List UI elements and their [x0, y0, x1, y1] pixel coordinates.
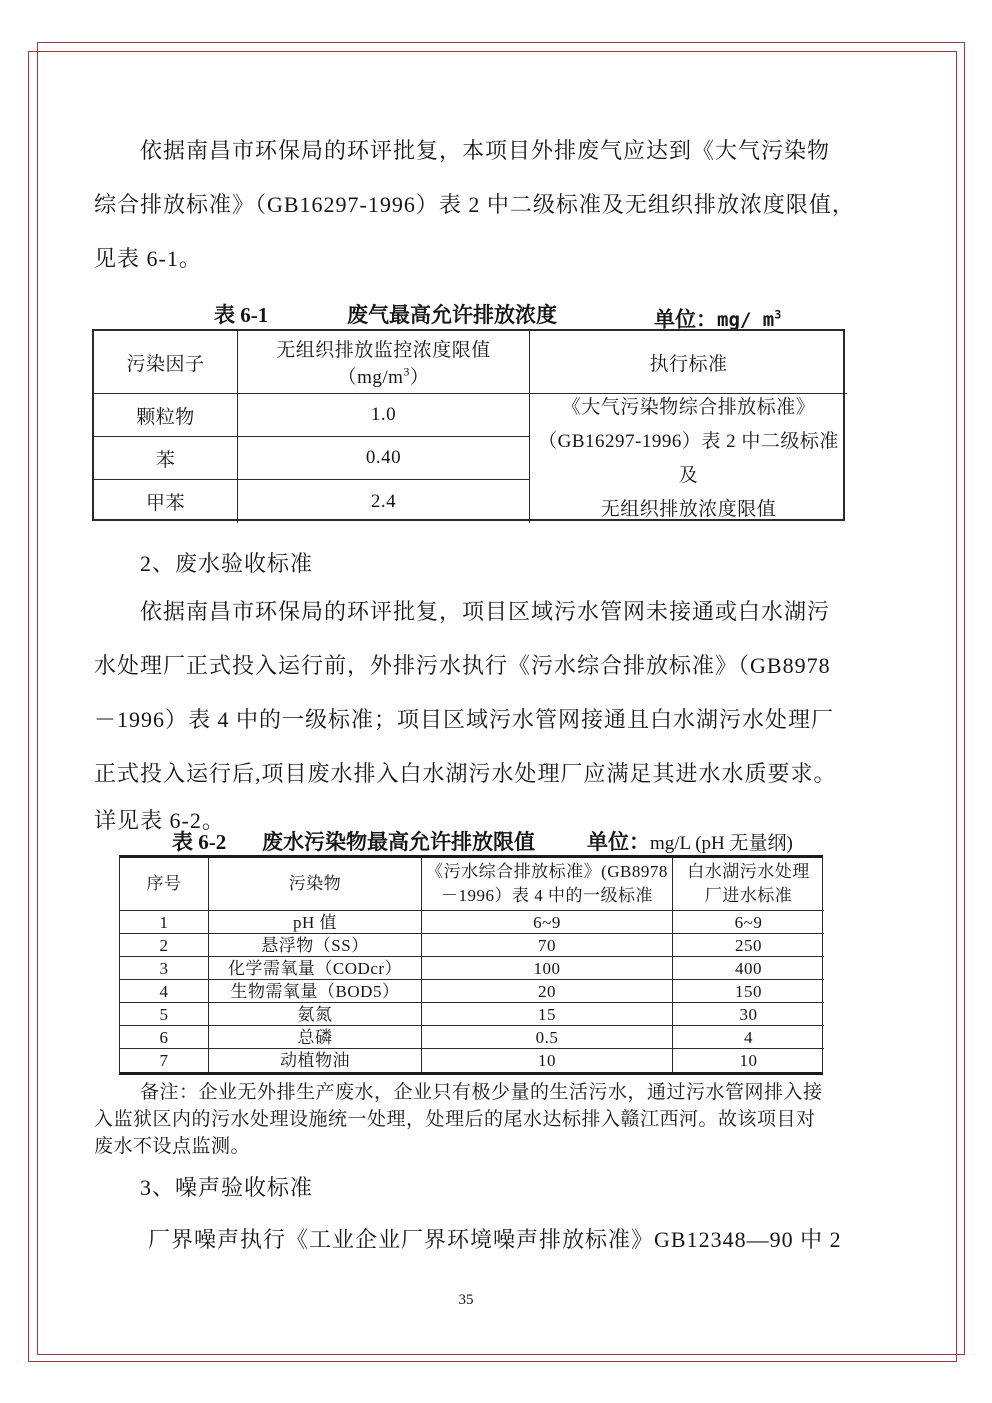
table-row: 苯 — [94, 437, 238, 480]
table-cell: 2 — [120, 934, 209, 957]
table-cell: 15 — [422, 1003, 673, 1026]
table-6-1-caption-label: 表 6-1 — [214, 303, 269, 327]
header-line: 《污水综合排放标准》(GB8978 — [426, 862, 668, 881]
table-cell: 生物需氧量（BOD5） — [209, 980, 422, 1003]
table-6-2-header-no: 序号 — [120, 858, 209, 911]
paragraph-line: 详见表 6-2。 — [94, 808, 225, 833]
paragraph-noise-standard: 厂界噪声执行《工业企业厂界环境噪声排放标准》GB12348—90 中 2 — [148, 1227, 842, 1252]
paragraph-line: 水处理厂正式投入运行前，外排污水执行《污水综合排放标准》（GB8978 — [94, 653, 831, 678]
standard-line: 《大气污染物综合排放标准》 — [561, 396, 816, 418]
table-cell: 4 — [673, 1026, 824, 1049]
paragraph-line: 综合排放标准》（GB16297-1996）表 2 中二级标准及无组织排放浓度限值， — [94, 192, 855, 217]
footnote-line: 入监狱区内的污水处理设施统一处理，处理后的尾水达标排入赣江西河。故该项目对 — [94, 1109, 816, 1130]
table-6-2-footnote — [94, 1079, 894, 1160]
table-6-1 — [92, 329, 845, 521]
table-cell: 30 — [673, 1003, 824, 1026]
footnote-line: 备注：企业无外排生产废水，企业只有极少量的生活污水，通过污水管网排入接 — [140, 1082, 823, 1103]
unit-value: mg/ $m^3$ — [717, 308, 782, 332]
table-cell: 150 — [673, 980, 824, 1003]
table-cell: 氨氮 — [209, 1003, 422, 1026]
paragraph-line: 见表 6-1。 — [94, 246, 202, 271]
paragraph-wastewater-standard — [94, 585, 884, 841]
table-cell-value: 2.4 — [238, 480, 530, 523]
paragraph-air-standard — [94, 124, 884, 286]
page-number: 35 — [458, 1292, 474, 1308]
table-cell: 总磷 — [209, 1026, 422, 1049]
table-cell: 悬浮物（SS） — [209, 934, 422, 957]
table-cell: 6~9 — [673, 911, 824, 934]
header-limit-line2: $(mg/m^3)$ — [337, 365, 430, 388]
section-heading-noise: 3、噪声验收标准 — [140, 1175, 314, 1200]
table-cell: 动植物油 — [209, 1049, 422, 1072]
paragraph-line: －1996）表 4 中的一级标准；项目区域污水管网接通且白水湖污水处理厂 — [94, 707, 835, 732]
section-heading-wastewater: 2、废水验收标准 — [140, 551, 314, 576]
table-cell: 6~9 — [422, 911, 673, 934]
table-row: 颗粒物 — [94, 394, 238, 437]
table-6-2-header-plant — [673, 858, 824, 911]
table-cell: 化学需氧量（CODcr） — [209, 957, 422, 980]
table-cell: 0.5 — [422, 1026, 673, 1049]
table-6-2-caption-label: 表 6-2 — [172, 830, 227, 854]
standard-line: （GB16297-1996）表 2 中二级标准及 — [538, 430, 839, 486]
header-line: －1996）表 4 中的一级标准 — [441, 886, 653, 905]
paragraph-line: 依据南昌市环保局的环评批复，项目区域污水管网未接通或白水湖污 — [140, 599, 831, 624]
unit-label: 单位： — [654, 307, 717, 332]
table-cell: pH 值 — [209, 911, 422, 934]
table-6-1-caption-title: 废气最高允许排放浓度 — [347, 303, 557, 327]
header-limit-line1: 无组织排放监控浓度限值 — [276, 340, 491, 361]
table-row: 甲苯 — [94, 480, 238, 523]
table-cell: 7 — [120, 1049, 209, 1072]
unit-value: mg/L (pH 无量纲) — [650, 833, 793, 854]
paragraph-line: 依据南昌市环保局的环评批复，本项目外排废气应达到《大气污染物 — [140, 138, 831, 163]
table-cell: 10 — [422, 1049, 673, 1072]
table-cell: 20 — [422, 980, 673, 1003]
table-cell: 3 — [120, 957, 209, 980]
table-6-2-caption-title: 废水污染物最高允许排放限值 — [262, 830, 535, 854]
table-6-2-header-standard — [422, 858, 673, 911]
table-6-2-header-pollutant: 污染物 — [209, 858, 422, 911]
table-cell: 4 — [120, 980, 209, 1003]
table-6-1-header-standard: 执行标准 — [530, 331, 847, 394]
header-line: 白水湖污水处理 — [687, 862, 810, 881]
table-6-2-caption — [0, 827, 992, 857]
table-6-1-caption — [0, 300, 992, 330]
header-line: 厂进水标准 — [704, 886, 793, 905]
table-cell: 5 — [120, 1003, 209, 1026]
table-cell: 250 — [673, 934, 824, 957]
unit-label: 单位： — [587, 830, 650, 854]
paragraph-line: 正式投入运行后,项目废水排入白水湖污水处理厂应满足其进水水质要求。 — [94, 761, 837, 786]
table-6-1-standard-cell — [530, 394, 847, 523]
table-6-1-header-factor: 污染因子 — [94, 331, 238, 394]
table-cell: 1 — [120, 911, 209, 934]
table-cell-value: 0.40 — [238, 437, 530, 480]
table-cell: 6 — [120, 1026, 209, 1049]
footnote-line: 废水不设点监测。 — [94, 1136, 251, 1157]
table-6-2 — [119, 855, 823, 1075]
table-cell: 10 — [739, 1051, 758, 1070]
table-cell: 100 — [422, 957, 673, 980]
standard-line: 无组织排放浓度限值 — [600, 498, 777, 520]
table-cell-value: 1.0 — [238, 394, 530, 437]
table-6-1-header-limit — [238, 331, 530, 394]
table-cell: 400 — [673, 957, 824, 980]
table-cell: 70 — [422, 934, 673, 957]
